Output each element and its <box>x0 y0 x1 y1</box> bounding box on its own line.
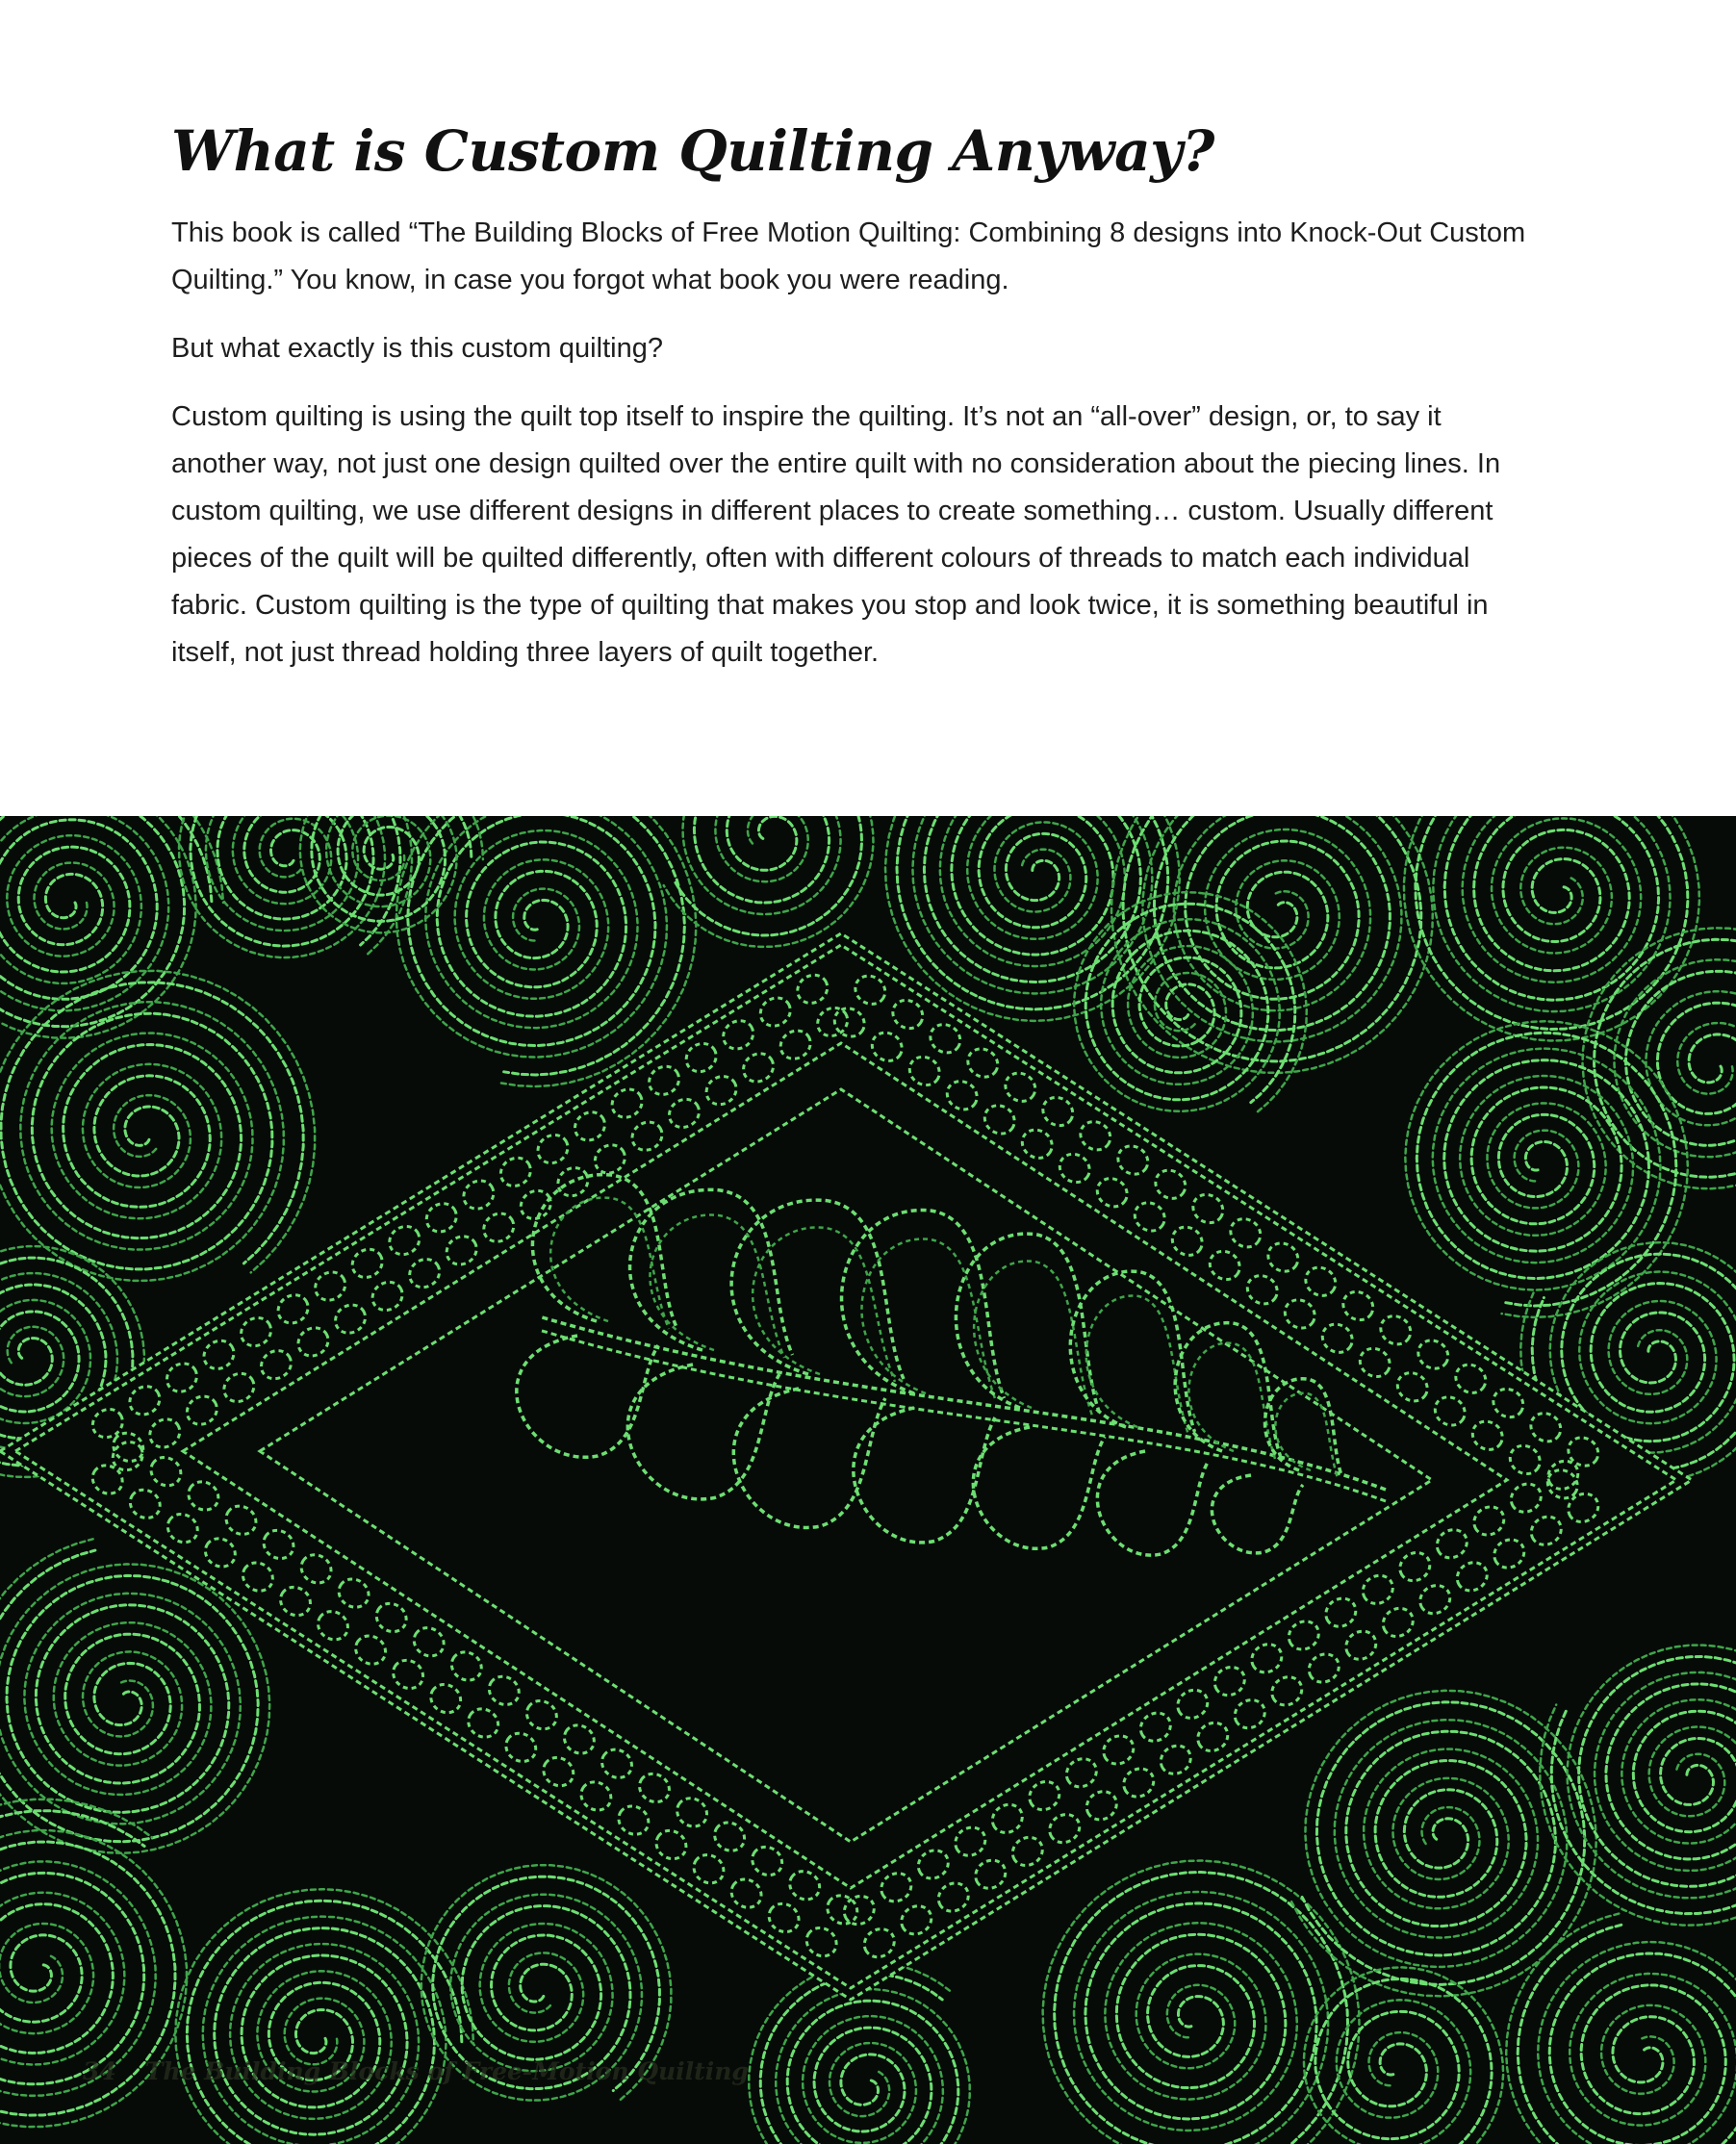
paragraph-intro: This book is called “The Building Blocks of Free Motion Quilting: Combining 8 designs into Knock-Out Custom Quilting.” You know, in case you forgot what book you were reading. <box>171 217 1526 295</box>
page-title: What is Custom Quilting Anyway? <box>171 118 1214 184</box>
quilting-illustration <box>0 816 1736 2144</box>
quilt-photo <box>0 816 1736 2144</box>
page-footer <box>83 2057 749 2085</box>
article <box>171 114 1538 698</box>
paragraph-question: But what exactly is this custom quilting? <box>171 333 663 364</box>
paragraph-definition: Custom quilting is using the quilt top itself to inspire the quilting. It’s not an “all-over” design, or, to say it another way, not just one design quilted over the entire quilt with no consideration about the piecing lines. In custom quilting, we use different designs in different places to create something… custom. Usually different pieces of the quilt will be quilted differently, often with different colours of threads to match each individual fabric. Custom quilting is the type of quilting that makes you stop and look twice, it is something beautiful in itself, not just thread holding three layers of quilt together. <box>171 401 1501 668</box>
page-number: 34 <box>83 2057 116 2085</box>
running-title: The Building Blocks of Free-Motion Quilting <box>144 2057 749 2085</box>
